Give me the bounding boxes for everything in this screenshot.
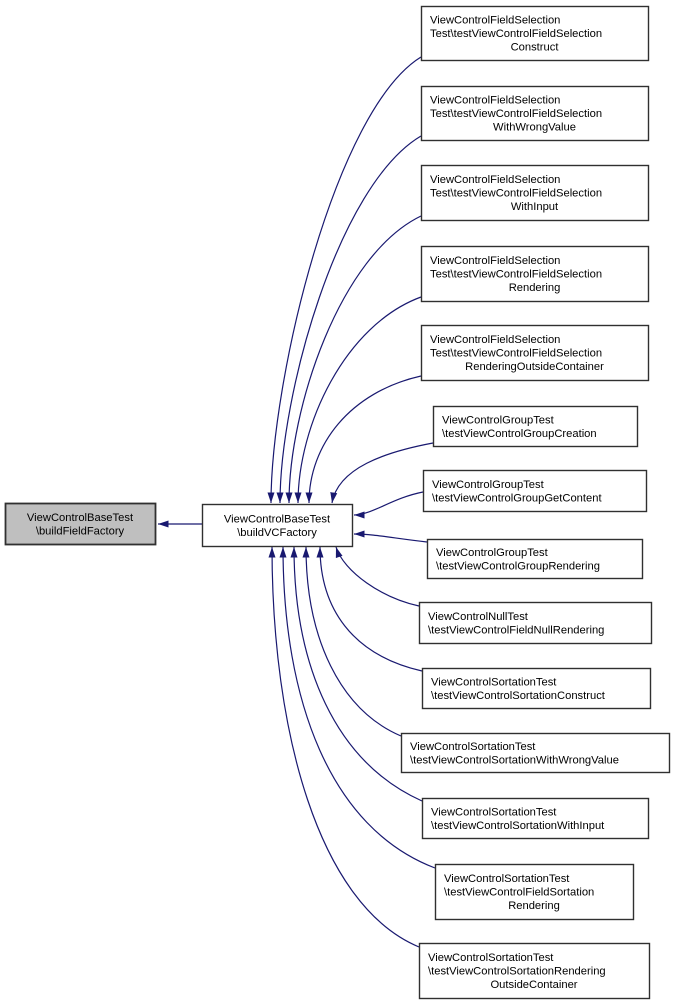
node-field-selection-with-wrong-value[interactable] [422,87,649,141]
node-label-line: ViewControlFieldSelection [430,94,561,107]
node-label-line: \testViewControlSortationRendering [428,965,606,978]
node-label-line: ViewControlSortationTest [431,806,557,819]
node-label-line: ViewControlBaseTest [223,513,331,526]
node-label-line: Rendering [508,900,560,912]
node-label-line: RenderingOutsideContainer [465,361,604,373]
node-label-line: \testViewControlGroupRendering [436,560,600,573]
edge-field-selection-construct-to-build-vc-factory [271,57,421,503]
node-label-line: ViewControlSortationTest [410,740,536,753]
node-label-line: ViewControlFieldSelection [430,174,561,186]
node-label-line: ViewControlFieldSelection [430,334,561,346]
node-sortation-with-wrong-value[interactable] [402,734,670,773]
node-label-line: Test\testViewControlFieldSelection [430,187,603,200]
node-label-build-vc-factory [224,513,331,539]
edge-field-selection-with-wrong-value-to-build-vc-factory [280,136,421,503]
node-box-build-field-factory[interactable] [6,504,156,545]
node-box-build-vc-factory[interactable] [203,505,353,547]
edge-group-get-content-to-build-vc-factory [354,492,423,515]
edge-sortation-rendering-outside-container-to-build-vc-factory [272,547,419,947]
node-label-line: \testViewControlGroupCreation [442,427,597,440]
node-label-line: Test\testViewControlFieldSelection [430,28,603,40]
edge-sortation-construct-to-build-vc-factory [320,547,422,671]
edge-group-rendering-to-build-vc-factory [354,534,427,542]
node-label-line: Test\testViewControlFieldSelection [430,268,603,281]
node-group-get-content[interactable] [424,471,647,512]
node-group-creation[interactable] [434,407,638,447]
node-label-line: \testViewControlFieldNullRendering [428,624,605,637]
node-label-line: WithInput [510,201,559,213]
edge-field-selection-rendering-outside-container-to-build-vc-factory [309,376,421,503]
node-label-line: \testViewControlFieldSortation [444,886,595,899]
node-sortation-with-input[interactable] [423,799,649,839]
node-build-field-factory[interactable] [6,504,156,545]
node-label-line: WithWrongValue [493,121,576,134]
edge-group-creation-to-build-vc-factory [332,443,433,503]
node-label-line: ViewControlSortationTest [431,676,557,689]
edge-field-selection-with-input-to-build-vc-factory [289,216,421,503]
node-box-null-rendering[interactable] [420,603,652,644]
node-label-line: \testViewControlSortationWithInput [431,819,605,832]
node-label-line: ViewControlNullTest [428,610,528,623]
node-null-rendering[interactable] [420,603,652,644]
node-label-line: \buildVCFactory [237,526,317,539]
node-field-sortation-rendering[interactable] [436,865,634,920]
node-label-line: ViewControlGroupTest [436,546,548,559]
edge-null-rendering-to-build-vc-factory [336,547,419,606]
node-label-build-field-factory [27,512,134,538]
node-box-sortation-with-wrong-value[interactable] [402,734,670,773]
node-label-line: ViewControlGroupTest [432,478,544,491]
node-box-group-get-content[interactable] [424,471,647,512]
node-field-selection-construct[interactable] [422,7,649,61]
node-box-sortation-with-input[interactable] [423,799,649,839]
node-box-group-rendering[interactable] [428,540,643,579]
edge-field-selection-rendering-to-build-vc-factory [298,297,421,503]
node-sortation-rendering-outside-container[interactable] [420,944,650,999]
node-label-line: ViewControlSortationTest [444,873,570,885]
node-field-selection-rendering[interactable] [422,247,649,302]
node-field-selection-rendering-outside-container[interactable] [422,326,649,381]
node-label-line: \testViewControlGroupGetContent [432,492,602,505]
node-label-line: Test\testViewControlFieldSelection [430,108,603,120]
edge-sortation-with-wrong-value-to-build-vc-factory [306,547,401,736]
node-label-line: ViewControlGroupTest [442,414,554,427]
node-label-line: \testViewControlSortationWithWrongValue [410,754,619,767]
node-label-line: \testViewControlSortationConstruct [431,689,605,702]
node-label-line: ViewControlSortationTest [428,952,554,964]
node-label-line: Test\testViewControlFieldSelection [430,347,603,360]
node-label-line: ViewControlFieldSelection [430,255,561,267]
node-box-group-creation[interactable] [434,407,638,447]
node-label-line: Rendering [508,282,561,294]
node-label-line: \buildFieldFactory [35,525,125,538]
node-label-line: OutsideContainer [490,979,578,991]
node-label-line: ViewControlBaseTest [26,511,134,524]
node-box-sortation-construct[interactable] [423,669,651,709]
node-build-vc-factory[interactable] [203,505,353,547]
node-field-selection-with-input[interactable] [422,166,649,221]
node-label-line: Construct [510,41,559,54]
node-label-line: ViewControlFieldSelection [430,14,561,27]
node-group-rendering[interactable] [428,540,643,579]
node-sortation-construct[interactable] [423,669,651,709]
